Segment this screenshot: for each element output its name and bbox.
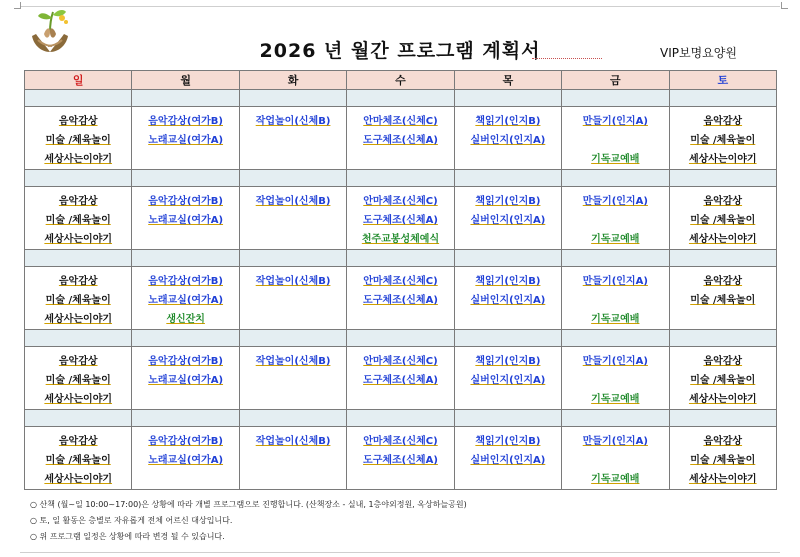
program-item: 세상사는이야기 (688, 394, 757, 405)
date-cell (454, 330, 561, 347)
date-cell (669, 170, 776, 187)
day-cell (347, 427, 454, 490)
date-cell (132, 250, 239, 267)
program-item: 세상사는이야기 (44, 154, 113, 165)
monthly-schedule-table (24, 70, 777, 490)
date-cell (132, 90, 239, 107)
title-underline (532, 58, 602, 59)
date-cell (562, 250, 669, 267)
program-item: 안마체조(신체C) (363, 276, 438, 287)
day-cell (239, 427, 346, 490)
week-row (25, 107, 777, 170)
program-item: 음악감상 (703, 436, 743, 447)
program-item: 세상사는이야기 (44, 394, 113, 405)
date-row (25, 410, 777, 427)
program-item: 노래교실(여가A) (148, 375, 224, 386)
date-cell (239, 170, 346, 187)
day-cell (132, 107, 239, 170)
note-line: ○ 토, 일 활동은 층별로 자유롭게 전체 어르신 대상입니다. (30, 516, 233, 525)
program-item: 실버인지(인지A) (470, 295, 546, 306)
program-item: 음악감상 (58, 436, 98, 447)
date-cell (454, 170, 561, 187)
program-item: 미술 /체육놀이 (45, 215, 111, 226)
program-item: 책읽기(인지B) (475, 116, 541, 127)
day-header-4: 목 (454, 71, 561, 90)
program-item: 음악감상(여가B) (148, 196, 223, 207)
day-cell (454, 187, 561, 250)
program-item: 작업놀이(신체B) (255, 436, 331, 447)
program-item: 노래교실(여가A) (148, 215, 224, 226)
day-cell (132, 267, 239, 330)
program-item: 만들기(인지A) (582, 276, 648, 287)
program-item: 안마체조(신체C) (363, 116, 438, 127)
day-cell (132, 187, 239, 250)
program-item: 실버인지(인지A) (470, 375, 546, 386)
page-corner-mark (781, 2, 788, 9)
date-cell (347, 330, 454, 347)
program-item: 미술 /체육놀이 (690, 135, 756, 146)
program-item: 작업놀이(신체B) (255, 116, 331, 127)
program-item: 노래교실(여가A) (148, 135, 224, 146)
program-item: 책읽기(인지B) (475, 356, 541, 367)
special-event: 생신잔치 (166, 314, 205, 325)
special-event: 기독교예배 (591, 234, 640, 245)
day-header-5: 금 (562, 71, 669, 90)
program-item: 음악감상(여가B) (148, 436, 223, 447)
program-item: 세상사는이야기 (44, 234, 113, 245)
day-cell (239, 347, 346, 410)
date-cell (669, 410, 776, 427)
hands-sprout-logo-icon (22, 6, 78, 58)
page-corner-mark (14, 2, 21, 9)
day-cell (454, 267, 561, 330)
day-cell (132, 347, 239, 410)
week-row (25, 187, 777, 250)
page-top-border (20, 6, 780, 7)
date-cell (25, 410, 132, 427)
date-row (25, 330, 777, 347)
day-cell (347, 187, 454, 250)
program-item: 음악감상 (703, 116, 743, 127)
program-item: 실버인지(인지A) (470, 455, 546, 466)
program-item: 안마체조(신체C) (363, 196, 438, 207)
day-cell (347, 267, 454, 330)
date-row (25, 90, 777, 107)
program-item: 음악감상 (703, 276, 743, 287)
date-cell (562, 170, 669, 187)
day-cell (669, 427, 776, 490)
day-cell (347, 107, 454, 170)
program-item: 음악감상 (58, 116, 98, 127)
date-cell (239, 90, 346, 107)
date-cell (132, 170, 239, 187)
day-cell (347, 347, 454, 410)
day-cell (454, 427, 561, 490)
program-item: 도구체조(신체A) (363, 375, 438, 386)
day-cell (239, 107, 346, 170)
program-item: 세상사는이야기 (44, 314, 113, 325)
day-cell (454, 107, 561, 170)
program-item: 도구체조(신체A) (363, 455, 438, 466)
date-cell (562, 90, 669, 107)
program-item: 미술 /체육놀이 (690, 295, 756, 306)
program-item: 세상사는이야기 (688, 474, 757, 485)
day-header-6: 토 (669, 71, 776, 90)
date-cell (454, 90, 561, 107)
date-cell (25, 250, 132, 267)
program-item: 음악감상(여가B) (148, 116, 223, 127)
date-cell (347, 250, 454, 267)
day-cell (25, 187, 132, 250)
day-header-1: 월 (132, 71, 239, 90)
program-item: 작업놀이(신체B) (255, 356, 331, 367)
day-header-row (25, 71, 777, 90)
date-cell (25, 330, 132, 347)
program-item: 만들기(인지A) (582, 196, 648, 207)
program-item: 책읽기(인지B) (475, 436, 541, 447)
day-header-0: 일 (25, 71, 132, 90)
program-item: 책읽기(인지B) (475, 276, 541, 287)
date-cell (669, 90, 776, 107)
program-item: 도구체조(신체A) (363, 135, 438, 146)
date-cell (669, 250, 776, 267)
program-item: 세상사는이야기 (44, 474, 113, 485)
date-cell (669, 330, 776, 347)
date-cell (347, 170, 454, 187)
day-cell (239, 187, 346, 250)
note-line: ○ 위 프로그램 일정은 상황에 따라 변경 될 수 있습니다. (30, 532, 225, 541)
notes (30, 497, 467, 545)
program-item: 음악감상 (703, 196, 743, 207)
program-item: 음악감상 (58, 276, 98, 287)
program-item: 실버인지(인지A) (470, 135, 546, 146)
program-item: 작업놀이(신체B) (255, 276, 331, 287)
program-item: 음악감상 (58, 196, 98, 207)
program-item: 만들기(인지A) (582, 356, 648, 367)
special-event: 천주교봉성체예식 (361, 234, 440, 245)
program-item: 도구체조(신체A) (363, 295, 438, 306)
program-item: 음악감상(여가B) (148, 356, 223, 367)
day-header-2: 화 (239, 71, 346, 90)
date-cell (239, 250, 346, 267)
program-item: 노래교실(여가A) (148, 455, 224, 466)
day-cell (562, 427, 669, 490)
note-line: ○ 산책 (월~일 10:00~17:00)은 상황에 따라 개별 프로그램으로 진행합니다. (산책장소 - 실내, 1층야외정원, 옥상하늘공원) (30, 500, 467, 509)
date-cell (347, 90, 454, 107)
week-row (25, 347, 777, 410)
date-cell (562, 410, 669, 427)
program-item: 실버인지(인지A) (470, 215, 546, 226)
date-row (25, 250, 777, 267)
program-item: 노래교실(여가A) (148, 295, 224, 306)
page-bottom-border (20, 552, 780, 553)
program-item: 도구체조(신체A) (363, 215, 438, 226)
date-cell (454, 250, 561, 267)
date-cell (132, 330, 239, 347)
program-item: 음악감상 (58, 356, 98, 367)
date-cell (239, 410, 346, 427)
program-item: 음악감상(여가B) (148, 276, 223, 287)
program-item: 미술 /체육놀이 (690, 375, 756, 386)
organization-name: VIP보명요양원 (660, 46, 737, 60)
day-cell (25, 107, 132, 170)
day-cell (669, 107, 776, 170)
special-event: 기독교예배 (591, 474, 640, 485)
program-item: 음악감상 (703, 356, 743, 367)
day-cell (239, 267, 346, 330)
day-cell (25, 267, 132, 330)
special-event: 기독교예배 (591, 394, 640, 405)
program-item: 만들기(인지A) (582, 436, 648, 447)
program-item: 안마체조(신체C) (363, 436, 438, 447)
program-item: 미술 /체육놀이 (690, 215, 756, 226)
day-cell (562, 187, 669, 250)
special-event: 기독교예배 (591, 154, 640, 165)
program-item: 미술 /체육놀이 (45, 455, 111, 466)
program-item: 미술 /체육놀이 (690, 455, 756, 466)
special-event: 기독교예배 (591, 314, 640, 325)
day-cell (454, 347, 561, 410)
date-cell (132, 410, 239, 427)
program-item: 미술 /체육놀이 (45, 135, 111, 146)
day-cell (562, 107, 669, 170)
week-row (25, 267, 777, 330)
date-row (25, 170, 777, 187)
day-cell (25, 347, 132, 410)
week-row (25, 427, 777, 490)
program-item: 책읽기(인지B) (475, 196, 541, 207)
day-header-3: 수 (347, 71, 454, 90)
program-item: 안마체조(신체C) (363, 356, 438, 367)
date-cell (347, 410, 454, 427)
date-cell (454, 410, 561, 427)
day-cell (25, 427, 132, 490)
day-cell (669, 187, 776, 250)
program-item: 미술 /체육놀이 (45, 295, 111, 306)
day-cell (562, 347, 669, 410)
program-item: 만들기(인지A) (582, 116, 648, 127)
day-cell (132, 427, 239, 490)
program-item: 작업놀이(신체B) (255, 196, 331, 207)
day-cell (669, 347, 776, 410)
date-cell (25, 90, 132, 107)
date-cell (25, 170, 132, 187)
program-item: 세상사는이야기 (688, 154, 757, 165)
program-item: 미술 /체육놀이 (45, 375, 111, 386)
page-title: 2026 년 월간 프로그램 계획서 (259, 40, 541, 62)
date-cell (562, 330, 669, 347)
program-item: 세상사는이야기 (688, 234, 757, 245)
day-cell (669, 267, 776, 330)
date-cell (239, 330, 346, 347)
day-cell (562, 267, 669, 330)
